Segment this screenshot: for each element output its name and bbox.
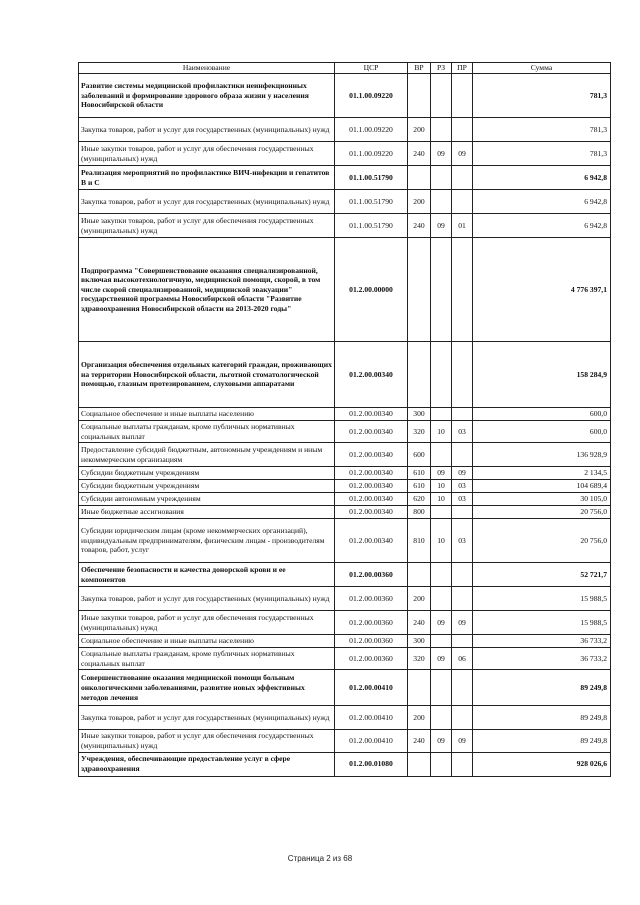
table-row (79, 635, 611, 648)
cell-rz: 09 (431, 214, 452, 238)
cell-csr: 01.2.00.00360 (335, 587, 408, 611)
cell-csr: 01.2.00.00410 (335, 706, 408, 730)
cell-csr: 01.1.00.09220 (335, 74, 408, 118)
cell-vr (408, 74, 431, 118)
table-header-row (79, 63, 611, 74)
table-row (79, 670, 611, 706)
cell-vr: 610 (408, 480, 431, 493)
cell-vr: 300 (408, 408, 431, 421)
cell-pr (452, 74, 473, 118)
cell-pr (452, 506, 473, 519)
cell-rz (431, 408, 452, 421)
cell-pr (452, 670, 473, 706)
cell-name: Закупка товаров, работ и услуг для государственных (муниципальных) нужд (79, 706, 335, 730)
cell-name: Реализация мероприятий по профилактике ВИЧ-инфекции и гепатитов В и С (79, 166, 335, 190)
cell-pr (452, 238, 473, 342)
cell-pr: 09 (452, 730, 473, 752)
table-row (79, 142, 611, 166)
cell-name: Учреждения, обеспечивающие предоставление услуг в сфере здравоохранения (79, 752, 335, 776)
cell-rz (431, 706, 452, 730)
cell-csr: 01.2.00.00340 (335, 408, 408, 421)
cell-name: Иные закупки товаров, работ и услуг для обеспечения государственных (муниципальных) нужд (79, 214, 335, 238)
cell-rz: 10 (431, 519, 452, 563)
table-row (79, 648, 611, 670)
cell-pr (452, 443, 473, 467)
cell-csr: 01.2.00.00360 (335, 563, 408, 587)
cell-name: Субсидии автономным учреждениям (79, 493, 335, 506)
cell-vr: 240 (408, 142, 431, 166)
cell-sum: 15 988,5 (473, 587, 611, 611)
cell-vr: 600 (408, 443, 431, 467)
budget-table (78, 62, 611, 777)
cell-vr: 200 (408, 118, 431, 142)
cell-sum: 158 284,9 (473, 342, 611, 408)
cell-rz (431, 443, 452, 467)
cell-rz (431, 238, 452, 342)
cell-name: Совершенствование оказания медицинской помощи больным онкологическими заболеваниями, развитие новых эффективных методов лечения (79, 670, 335, 706)
cell-sum: 30 105,0 (473, 493, 611, 506)
cell-pr: 03 (452, 493, 473, 506)
cell-csr: 01.1.00.51790 (335, 214, 408, 238)
cell-vr: 240 (408, 611, 431, 635)
cell-csr: 01.2.00.00360 (335, 635, 408, 648)
cell-vr: 800 (408, 506, 431, 519)
cell-sum: 89 249,8 (473, 706, 611, 730)
cell-vr (408, 238, 431, 342)
table-row (79, 408, 611, 421)
page-number: Страница 2 из 68 (287, 854, 353, 863)
cell-name: Социальные выплаты гражданам, кроме публичных нормативных социальных выплат (79, 421, 335, 443)
cell-sum: 6 942,8 (473, 190, 611, 214)
table-row (79, 421, 611, 443)
cell-sum: 781,3 (473, 118, 611, 142)
cell-pr (452, 706, 473, 730)
cell-rz (431, 752, 452, 776)
cell-sum: 36 733,2 (473, 635, 611, 648)
cell-sum: 2 134,5 (473, 467, 611, 480)
budget-sheet (78, 62, 610, 777)
cell-rz (431, 587, 452, 611)
cell-pr: 06 (452, 648, 473, 670)
cell-pr: 09 (452, 611, 473, 635)
cell-name: Иные закупки товаров, работ и услуг для обеспечения государственных (муниципальных) нужд (79, 142, 335, 166)
cell-vr: 200 (408, 706, 431, 730)
cell-rz (431, 118, 452, 142)
cell-csr: 01.1.00.09220 (335, 142, 408, 166)
cell-vr (408, 752, 431, 776)
cell-csr: 01.1.00.09220 (335, 118, 408, 142)
cell-name: Субсидии бюджетным учреждениям (79, 480, 335, 493)
cell-pr: 01 (452, 214, 473, 238)
cell-name: Развитие системы медицинской профилактики неинфекционных заболеваний и формирование здорового образа жизни у населения Новосибирской области (79, 74, 335, 118)
cell-sum: 4 776 397,1 (473, 238, 611, 342)
header-sum: Сумма (473, 63, 611, 74)
cell-sum: 104 689,4 (473, 480, 611, 493)
cell-rz (431, 563, 452, 587)
cell-sum: 20 756,0 (473, 519, 611, 563)
cell-vr (408, 563, 431, 587)
cell-name: Социальные выплаты гражданам, кроме публичных нормативных социальных выплат (79, 648, 335, 670)
cell-sum: 136 928,9 (473, 443, 611, 467)
cell-csr: 01.2.00.00340 (335, 421, 408, 443)
cell-name: Обеспечение безопасности и качества донорской крови и ее компонентов (79, 563, 335, 587)
cell-vr: 300 (408, 635, 431, 648)
cell-sum: 52 721,7 (473, 563, 611, 587)
cell-pr (452, 342, 473, 408)
cell-sum: 781,3 (473, 142, 611, 166)
cell-rz (431, 166, 452, 190)
cell-csr: 01.2.00.00340 (335, 519, 408, 563)
cell-sum: 89 249,8 (473, 670, 611, 706)
table-row (79, 214, 611, 238)
table-body (79, 74, 611, 777)
cell-sum: 781,3 (473, 74, 611, 118)
cell-vr: 200 (408, 587, 431, 611)
cell-csr: 01.2.00.00000 (335, 238, 408, 342)
cell-name: Иные закупки товаров, работ и услуг для обеспечения государственных (муниципальных) нужд (79, 611, 335, 635)
header-name: Наименование (79, 63, 335, 74)
cell-rz (431, 506, 452, 519)
cell-pr: 03 (452, 519, 473, 563)
cell-csr: 01.2.00.00340 (335, 342, 408, 408)
table-row (79, 706, 611, 730)
cell-rz (431, 635, 452, 648)
cell-rz: 10 (431, 480, 452, 493)
cell-name: Предоставление субсидий бюджетным, автономным учреждениям и иным некоммерческим организациям (79, 443, 335, 467)
cell-rz: 09 (431, 611, 452, 635)
cell-sum: 600,0 (473, 421, 611, 443)
cell-vr (408, 166, 431, 190)
cell-pr (452, 635, 473, 648)
header-rz: РЗ (431, 63, 452, 74)
cell-name: Иные бюджетные ассигнования (79, 506, 335, 519)
cell-pr (452, 118, 473, 142)
table-row (79, 587, 611, 611)
cell-pr (452, 752, 473, 776)
cell-pr (452, 190, 473, 214)
table-row (79, 190, 611, 214)
cell-name: Социальное обеспечение и иные выплаты населению (79, 635, 335, 648)
cell-pr (452, 166, 473, 190)
cell-name: Иные закупки товаров, работ и услуг для обеспечения государственных (муниципальных) нужд (79, 730, 335, 752)
table-row (79, 730, 611, 752)
cell-pr: 03 (452, 421, 473, 443)
cell-csr: 01.2.00.00410 (335, 730, 408, 752)
cell-vr (408, 670, 431, 706)
cell-sum: 928 026,6 (473, 752, 611, 776)
table-row (79, 74, 611, 118)
cell-sum: 20 756,0 (473, 506, 611, 519)
cell-vr: 320 (408, 648, 431, 670)
cell-rz: 09 (431, 648, 452, 670)
table-row (79, 118, 611, 142)
cell-name: Закупка товаров, работ и услуг для государственных (муниципальных) нужд (79, 190, 335, 214)
cell-csr: 01.2.00.00340 (335, 506, 408, 519)
table-row (79, 563, 611, 587)
table-row (79, 611, 611, 635)
cell-csr: 01.2.00.00340 (335, 443, 408, 467)
cell-pr (452, 587, 473, 611)
cell-pr: 09 (452, 467, 473, 480)
cell-sum: 6 942,8 (473, 214, 611, 238)
cell-vr (408, 342, 431, 408)
table-row (79, 752, 611, 776)
cell-csr: 01.2.00.00340 (335, 480, 408, 493)
cell-vr: 620 (408, 493, 431, 506)
cell-rz: 10 (431, 493, 452, 506)
table-row (79, 506, 611, 519)
cell-pr: 03 (452, 480, 473, 493)
cell-name: Закупка товаров, работ и услуг для государственных (муниципальных) нужд (79, 118, 335, 142)
cell-pr (452, 563, 473, 587)
header-csr: ЦСР (335, 63, 408, 74)
header-pr: ПР (452, 63, 473, 74)
cell-csr: 01.1.00.51790 (335, 190, 408, 214)
header-vr: ВР (408, 63, 431, 74)
cell-rz: 10 (431, 421, 452, 443)
cell-name: Подпрограмма "Совершенствование оказания специализированной, включая высокотехнологичную, медицинской помощи, скорой, в том числе скорой специализированной, медицинской эвакуации" государственной программы Новосибирской области "Развитие здравоохранения Новосибирской области на 2013-2020 годы" (79, 238, 335, 342)
cell-pr: 09 (452, 142, 473, 166)
cell-vr: 320 (408, 421, 431, 443)
table-row (79, 166, 611, 190)
cell-csr: 01.2.00.00340 (335, 493, 408, 506)
cell-sum: 36 733,2 (473, 648, 611, 670)
cell-rz (431, 190, 452, 214)
cell-pr (452, 408, 473, 421)
cell-csr: 01.2.00.00410 (335, 670, 408, 706)
cell-name: Социальное обеспечение и иные выплаты населению (79, 408, 335, 421)
cell-rz: 09 (431, 467, 452, 480)
cell-csr: 01.2.00.00360 (335, 648, 408, 670)
table-row (79, 519, 611, 563)
cell-vr: 810 (408, 519, 431, 563)
cell-rz (431, 74, 452, 118)
cell-name: Закупка товаров, работ и услуг для государственных (муниципальных) нужд (79, 587, 335, 611)
cell-name: Субсидии юридическим лицам (кроме некоммерческих организаций), индивидуальным предпринимателям, физическим лицам - производителям товаров, работ, услуг (79, 519, 335, 563)
cell-vr: 610 (408, 467, 431, 480)
table-row (79, 342, 611, 408)
cell-sum: 15 988,5 (473, 611, 611, 635)
table-row (79, 443, 611, 467)
cell-vr: 240 (408, 214, 431, 238)
table-row (79, 480, 611, 493)
cell-csr: 01.2.00.00360 (335, 611, 408, 635)
cell-rz: 09 (431, 730, 452, 752)
cell-sum: 6 942,8 (473, 166, 611, 190)
cell-csr: 01.2.00.01080 (335, 752, 408, 776)
table-row (79, 467, 611, 480)
cell-csr: 01.2.00.00340 (335, 467, 408, 480)
cell-vr: 200 (408, 190, 431, 214)
cell-vr: 240 (408, 730, 431, 752)
cell-sum: 600,0 (473, 408, 611, 421)
cell-rz (431, 342, 452, 408)
cell-name: Организация обеспечения отдельных категорий граждан, проживающих на территории Новосибирской области, льготной стоматологической помощью, глазным протезированием, слуховыми аппаратами (79, 342, 335, 408)
cell-csr: 01.1.00.51790 (335, 166, 408, 190)
cell-rz (431, 670, 452, 706)
cell-name: Субсидии бюджетным учреждениям (79, 467, 335, 480)
table-row (79, 493, 611, 506)
cell-rz: 09 (431, 142, 452, 166)
cell-sum: 89 249,8 (473, 730, 611, 752)
table-row (79, 238, 611, 342)
